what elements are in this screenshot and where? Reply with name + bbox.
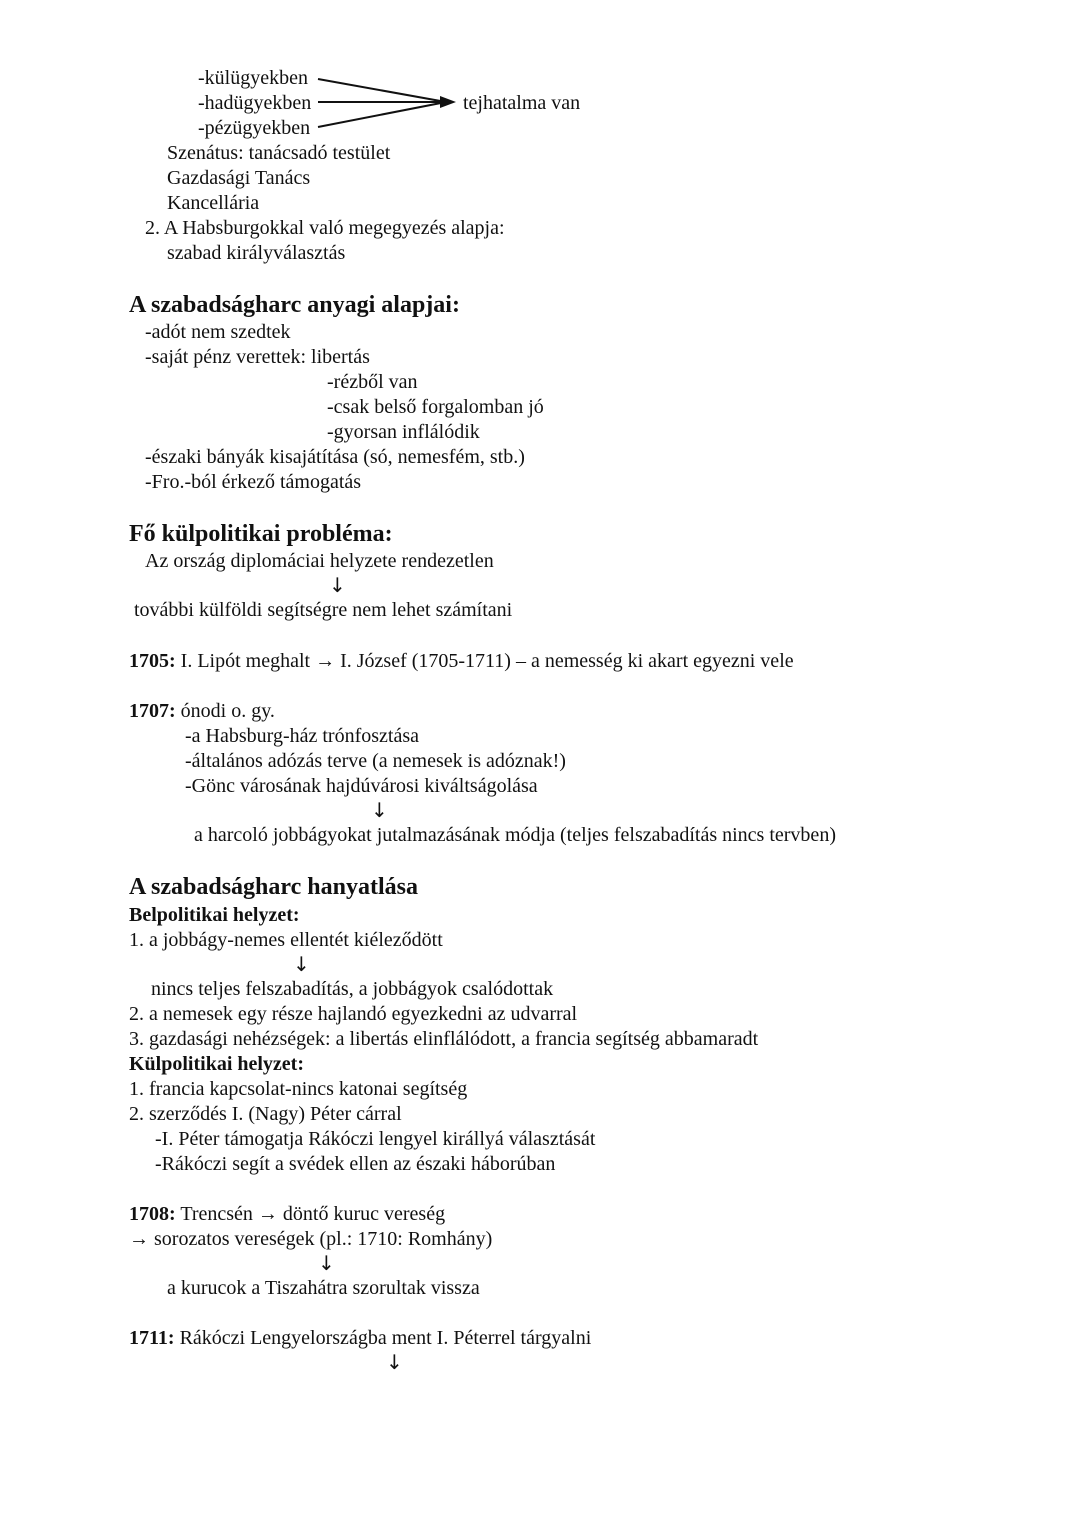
material-line-tax: -adót nem szedtek xyxy=(145,321,291,343)
domestic-point-1-result: nincs teljes felszabadítás, a jobbágyok csalódottak xyxy=(151,978,554,1000)
foreign-problem-heading: Fő külpolitikai probléma: xyxy=(129,521,393,547)
year-label: 1708: xyxy=(129,1203,176,1225)
event-text: I. Lipót meghalt → I. József (1705-1711) – a nemesség ki akart egyezni vele xyxy=(180,650,794,672)
event-text: Trencsén → döntő kuruc vereség xyxy=(180,1203,446,1225)
event-1708 xyxy=(129,1202,445,1226)
foreign-point-1: 1. francia kapcsolat-nincs katonai segítség xyxy=(129,1078,468,1100)
senate-line: Szenátus: tanácsadó testület xyxy=(167,142,391,164)
area-financial-affairs: -pézügyekben xyxy=(198,117,311,139)
general-taxation-line: -általános adózás terve (a nemesek is adóznak!) xyxy=(185,750,566,772)
event-1711 xyxy=(129,1326,591,1350)
down-arrow-icon: ↓ xyxy=(318,1251,335,1275)
down-arrow-icon: ↓ xyxy=(371,798,388,822)
material-line-mines: -északi bányák kisajátítása (só, nemesfém, stb.) xyxy=(145,446,525,468)
dethronement-line: -a Habsburg-ház trónfosztása xyxy=(185,725,419,747)
domestic-point-2: 2. a nemesek egy része hajlandó egyezkedni az udvarral xyxy=(129,1003,578,1025)
decline-heading: A szabadságharc hanyatlása xyxy=(129,874,418,900)
chancellery-line: Kancellária xyxy=(167,192,260,214)
habsburg-agreement-point: 2. A Habsburgokkal való megegyezés alapja: xyxy=(145,217,505,239)
foreign-point-2-sub-1: -I. Péter támogatja Rákóczi lengyel királlyá választását xyxy=(155,1128,596,1150)
domestic-point-3: 3. gazdasági nehézségek: a libertás elinflálódott, a francia segítség abbamaradt xyxy=(129,1028,759,1050)
down-arrow-icon: ↓ xyxy=(386,1350,403,1374)
down-arrow-icon: ↓ xyxy=(293,952,310,976)
year-label: 1707: xyxy=(129,700,176,722)
libertas-inflation: -gyorsan inflálódik xyxy=(327,421,480,443)
diplomatic-situation-line: Az ország diplomáciai helyzete rendezetlen xyxy=(145,550,494,572)
libertas-copper: -rézből van xyxy=(327,371,418,393)
free-election-line: szabad királyválasztás xyxy=(167,242,346,264)
domestic-situation-heading: Belpolitikai helyzet: xyxy=(129,904,300,926)
foreign-situation-heading: Külpolitikai helyzet: xyxy=(129,1053,304,1075)
kuruc-retreat-line: a kurucok a Tiszahátra szorultak vissza xyxy=(167,1277,480,1299)
event-text: ónodi o. gy. xyxy=(180,700,275,722)
series-of-defeats-line: → sorozatos vereségek (pl.: 1710: Romhány) xyxy=(129,1228,493,1250)
material-basis-heading: A szabadságharc anyagi alapjai: xyxy=(129,292,460,318)
event-1707 xyxy=(129,699,275,723)
foreign-point-2: 2. szerződés I. (Nagy) Péter cárral xyxy=(129,1103,402,1125)
material-line-money: -saját pénz verettek: libertás xyxy=(145,346,370,368)
down-arrow-icon: ↓ xyxy=(329,573,346,597)
area-foreign-affairs: -külügyekben xyxy=(198,67,308,89)
event-text: Rákóczi Lengyelországba ment I. Péterrel tárgyalni xyxy=(179,1327,592,1349)
domestic-point-1: 1. a jobbágy-nemes ellentét kiéleződött xyxy=(129,929,443,951)
material-line-french-support: -Fro.-ból érkező támogatás xyxy=(145,471,362,493)
economic-council-line: Gazdasági Tanács xyxy=(167,167,311,189)
gonc-privilege-line: -Gönc városának hajdúvárosi kiváltságolása xyxy=(185,775,538,797)
libertas-internal: -csak belső forgalomban jó xyxy=(327,396,544,418)
year-label: 1705: xyxy=(129,650,176,672)
no-foreign-help-line: további külföldi segítségre nem lehet számítani xyxy=(134,599,513,621)
foreign-point-2-sub-2: -Rákóczi segít a svédek ellen az északi háborúban xyxy=(155,1153,556,1175)
full-power-label: tejhatalma van xyxy=(463,92,581,114)
area-military-affairs: -hadügyekben xyxy=(198,92,312,114)
event-1705 xyxy=(129,649,794,673)
serf-reward-line: a harcoló jobbágyokat jutalmazásának módja (teljes felszabadítás nincs tervben) xyxy=(194,824,836,846)
year-label: 1711: xyxy=(129,1327,175,1349)
